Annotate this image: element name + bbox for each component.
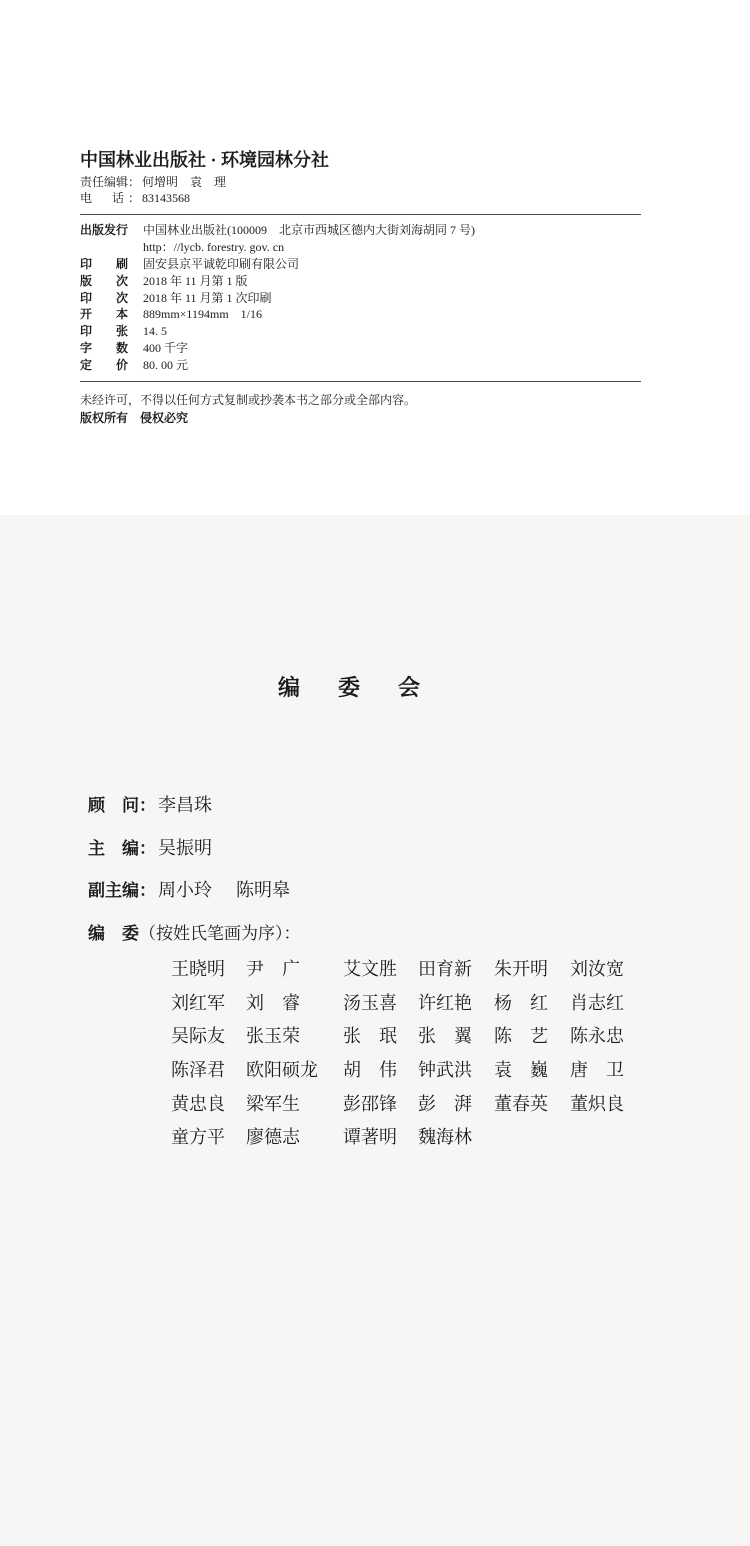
divider <box>80 214 641 215</box>
members-row <box>171 953 640 987</box>
deputy-editors-label: 副主编： <box>88 881 156 900</box>
notice-text: 未经许可，不得以任何方式复制或抄袭本书之部分或全部内容。 <box>80 393 417 407</box>
page-title: 编 委 会 <box>278 675 429 700</box>
member-name: 廖德志 <box>246 1127 300 1148</box>
deputy-editor-name: 周小玲 <box>158 880 212 900</box>
member-name: 吴际友 <box>171 1026 225 1047</box>
editor-line <box>80 174 226 190</box>
members-grid <box>171 953 640 1155</box>
editor-value: 何增明 袁 理 <box>142 175 227 189</box>
credits-block <box>80 174 226 206</box>
members-row <box>171 987 640 1021</box>
members-row <box>171 1020 640 1054</box>
detail-row-publisher <box>80 222 475 239</box>
member-name: 汤玉喜 <box>343 992 397 1013</box>
member-name: 刘 睿 <box>246 992 300 1013</box>
member-name: 魏海林 <box>418 1127 472 1148</box>
member-name: 尹 广 <box>246 959 300 979</box>
members-row <box>171 1088 640 1122</box>
phone-value: 83143568 <box>142 191 190 205</box>
detail-row-price <box>80 357 475 374</box>
detail-row-printing <box>80 290 475 307</box>
member-name: 张玉荣 <box>246 1026 300 1047</box>
member-name: 陈永忠 <box>570 1026 624 1047</box>
chief-editor-label: 主 编： <box>88 839 156 858</box>
member-name: 钟武洪 <box>418 1060 472 1081</box>
detail-label: 字 数 <box>80 341 128 356</box>
website-url: http：//lycb. forestry. gov. cn <box>143 239 285 254</box>
editor-label: 责任编辑： <box>80 175 141 189</box>
detail-label: 印 张 <box>80 324 128 339</box>
advisor-name: 李昌珠 <box>158 795 212 815</box>
members-heading <box>88 923 301 945</box>
member-name: 袁 巍 <box>494 1060 548 1081</box>
detail-label: 印 刷 <box>80 256 128 271</box>
detail-value: 2018 年 11 月第 1 次印刷 <box>143 290 272 305</box>
chief-editor-line <box>88 837 212 860</box>
detail-row-printer <box>80 256 475 273</box>
members-row <box>171 1054 640 1088</box>
member-name: 董炽良 <box>570 1093 624 1114</box>
phone-label: 电 话： <box>80 191 140 205</box>
member-name: 黄忠良 <box>171 1093 225 1114</box>
member-name: 董春英 <box>494 1093 548 1114</box>
detail-label: 定 价 <box>80 358 128 373</box>
deputy-editor-name: 陈明皋 <box>236 880 290 900</box>
detail-row-wordcount <box>80 340 475 357</box>
detail-row-website <box>80 239 475 256</box>
detail-value: 14. 5 <box>143 324 167 339</box>
copyright-notice <box>80 391 416 427</box>
copyright-page <box>0 0 750 515</box>
member-name: 胡 伟 <box>343 1060 397 1081</box>
detail-label: 开 本 <box>80 307 128 322</box>
member-name: 彭 湃 <box>418 1093 472 1114</box>
detail-label: 出版发行 <box>80 223 129 237</box>
detail-value: 中国林业出版社(100009 北京市西城区德内大街刘海胡同 7 号) <box>143 223 475 237</box>
member-name: 田育新 <box>418 959 472 979</box>
member-name: 唐 卫 <box>570 1060 624 1081</box>
phone-line <box>80 190 226 206</box>
member-name: 张 珉 <box>343 1026 397 1047</box>
chief-editor-name: 吴振明 <box>158 838 212 858</box>
detail-value: 固安县京平诚乾印刷有限公司 <box>143 256 300 271</box>
detail-value: 2018 年 11 月第 1 版 <box>143 273 248 288</box>
advisor-line <box>88 794 212 817</box>
detail-value: 80. 00 元 <box>143 358 189 373</box>
member-name: 彭邵锋 <box>343 1093 397 1114</box>
member-name: 陈 艺 <box>494 1026 548 1047</box>
member-name: 陈泽君 <box>171 1060 225 1081</box>
member-name: 梁军生 <box>246 1093 300 1114</box>
member-name: 艾文胜 <box>343 959 397 979</box>
detail-label: 印 次 <box>80 290 128 305</box>
detail-row-edition <box>80 273 475 290</box>
member-name: 刘红军 <box>171 992 225 1013</box>
detail-value: 400 千字 <box>143 341 189 356</box>
members-row <box>171 1121 640 1155</box>
rights-text: 版权所有 侵权必究 <box>80 411 189 425</box>
member-name: 杨 红 <box>494 992 548 1013</box>
detail-label: 版 次 <box>80 273 128 288</box>
divider <box>80 381 641 382</box>
member-name: 王晓明 <box>171 959 225 979</box>
member-name: 张 翼 <box>418 1026 472 1047</box>
member-name: 刘汝宽 <box>570 959 624 979</box>
advisor-label: 顾 问： <box>88 796 156 815</box>
publisher-heading: 中国林业出版社 · 环境园林分社 <box>80 150 330 170</box>
deputy-editors-line <box>88 879 290 902</box>
member-name: 童方平 <box>171 1127 225 1148</box>
detail-value: 889mm×1194mm 1/16 <box>143 307 262 322</box>
member-name: 许红艳 <box>418 992 472 1013</box>
members-note: （按姓氏笔画为序）： <box>139 924 301 943</box>
member-name: 肖志红 <box>570 992 624 1013</box>
member-name: 谭著明 <box>343 1127 397 1148</box>
member-name: 欧阳硕龙 <box>246 1060 318 1081</box>
detail-row-sheets <box>80 323 475 340</box>
member-name: 朱开明 <box>494 959 548 979</box>
detail-row-format <box>80 306 475 323</box>
members-label: 编 委 <box>88 924 139 943</box>
publication-details <box>80 222 475 374</box>
